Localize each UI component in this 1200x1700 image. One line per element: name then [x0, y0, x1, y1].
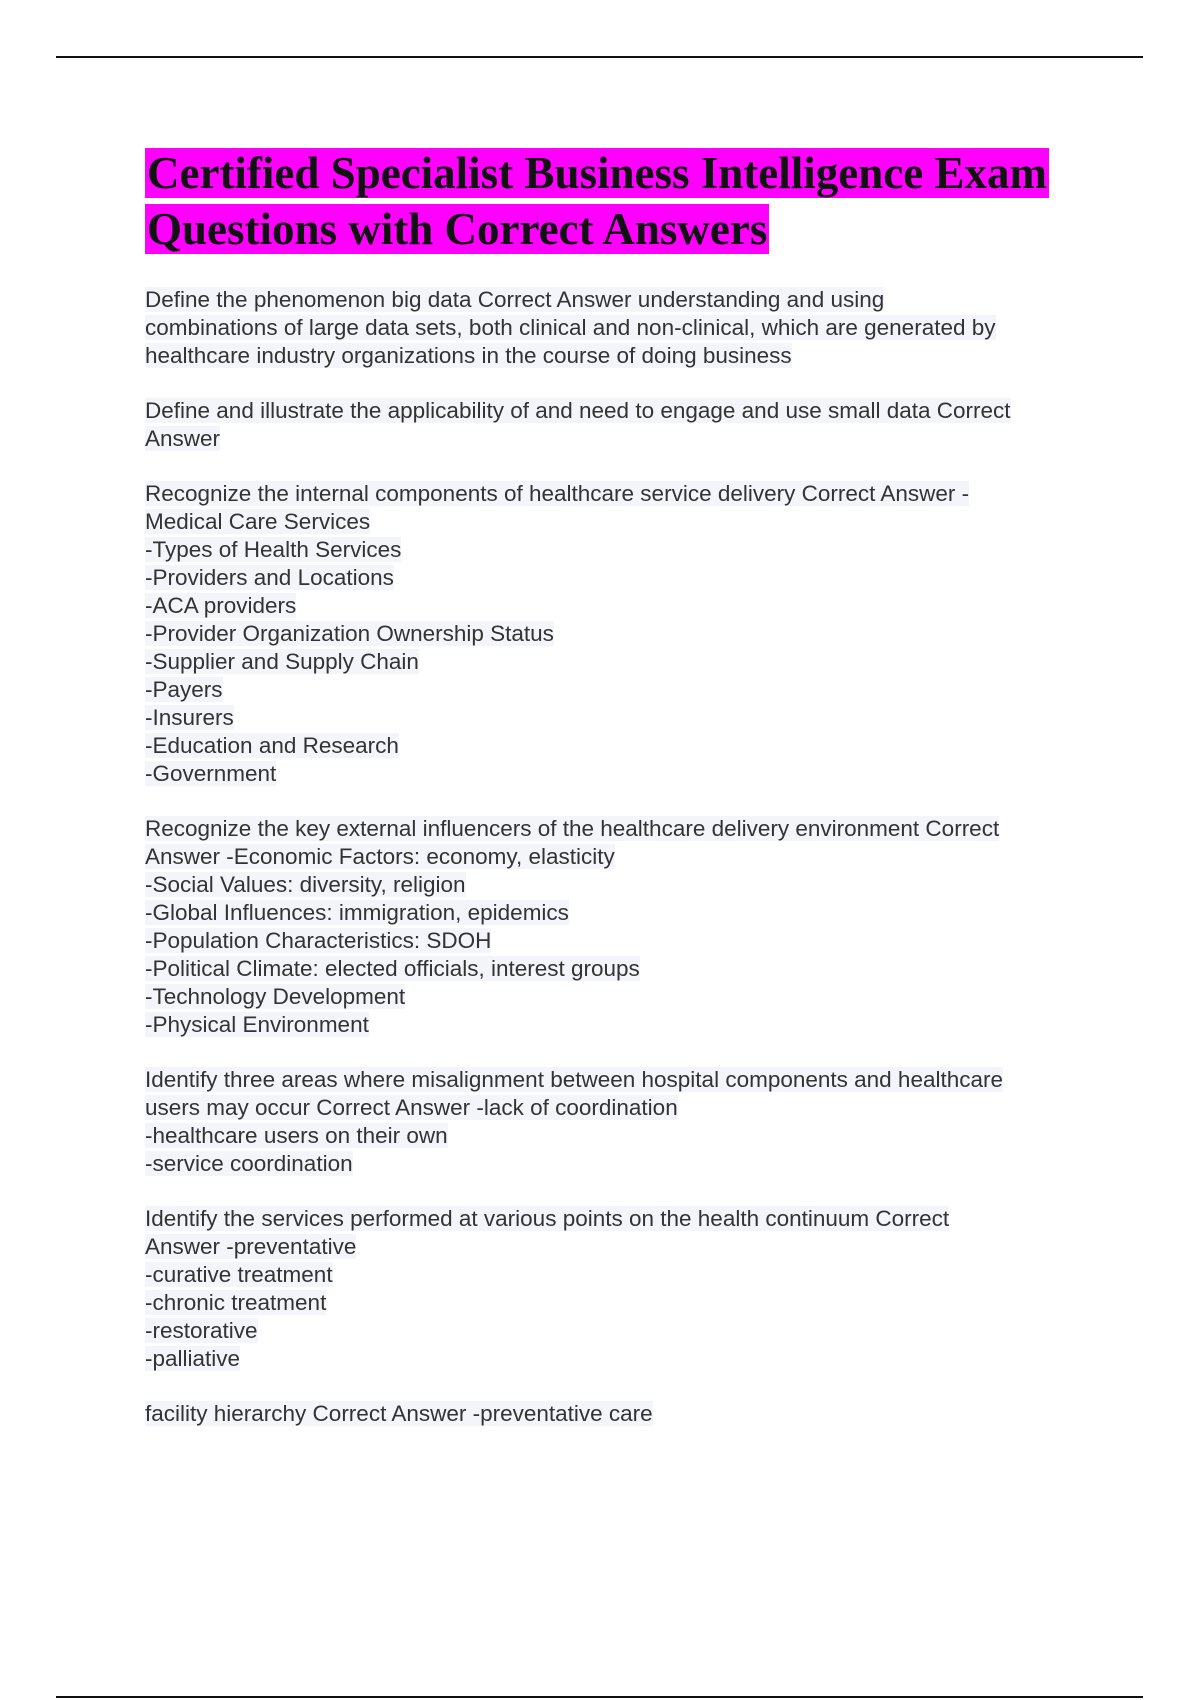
page-content [145, 145, 1085, 1455]
qa-item-text: Identify three areas where misalignment between hospital components and healthcare users may occur Correct Answer -lack of coordination -healthcare users on their own -service coordination [145, 1067, 1004, 1176]
qa-item-big-data [145, 286, 1085, 370]
qa-item-internal-components [145, 480, 1085, 788]
qa-item-text: Identify the services performed at various points on the health continuum Correct Answer -preventative -curative treatment -chronic treatment -restorative -palliative [145, 1206, 950, 1371]
qa-item-misalignment [145, 1066, 1085, 1178]
qa-item-text: Recognize the key external influencers of the healthcare delivery environment Correct Answer -Economic Factors: economy, elasticity -Social Values: diversity, religion -Global Influences: immigration, epidemics -Population Characteristics: SDOH -Political Climate: elected officials, interest groups -Technology Development -Physical Environment [145, 816, 1000, 1037]
qa-item-small-data [145, 397, 1085, 453]
bottom-rule [56, 1696, 1143, 1698]
qa-item-text: Define and illustrate the applicability of and need to engage and use small data Correct Answer [145, 398, 1011, 451]
qa-item-text: facility hierarchy Correct Answer -preventative care [145, 1401, 653, 1426]
qa-item-facility-hierarchy [145, 1400, 1085, 1428]
qa-item-text: Recognize the internal components of healthcare service delivery Correct Answer - Medical Care Services -Types of Health Services -Providers and Locations -ACA providers -Provider Organization Ownership Status -Supplier and Supply Chain -Payers -Insurers -Education and Research -Government [145, 481, 970, 786]
document-title [145, 145, 1085, 257]
qa-item-external-influencers [145, 815, 1085, 1039]
top-rule [56, 56, 1143, 58]
qa-item-text: Define the phenomenon big data Correct Answer understanding and using combinations of large data sets, both clinical and non-clinical, which are generated by healthcare industry organizations in the course of doing business [145, 287, 996, 368]
document-title-text: Certified Specialist Business Intelligence Exam Questions with Correct Answers [147, 148, 1047, 254]
qa-list [145, 286, 1085, 1428]
qa-item-health-continuum [145, 1205, 1085, 1373]
